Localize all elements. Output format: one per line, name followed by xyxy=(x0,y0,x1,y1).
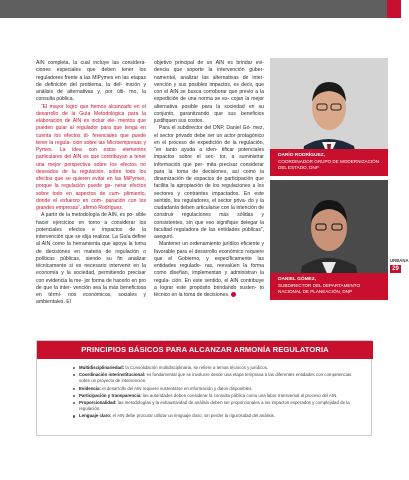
principles-box xyxy=(36,340,372,436)
item-term: Multidisciplinariedad: xyxy=(79,365,125,370)
header-accent xyxy=(387,0,401,18)
caption-name: DANIEL GÓMEZ, xyxy=(278,277,317,282)
caption-role: COORDINADOR GRUPO DE MODERNIZACIÓN DEL ESTADO, DNP xyxy=(278,159,380,170)
header-bar xyxy=(0,0,401,18)
box-title: PRINCIPIOS BÁSICOS PARA ALCANZAR ARMONÍA REGULATORIA xyxy=(37,341,373,359)
caption xyxy=(270,149,388,176)
item-term: Coordinación interinstitucional: xyxy=(79,372,146,378)
section-tab xyxy=(390,258,409,273)
item-text: el desarrollo del AIN requiere sustentarse en información y datos disponibles. xyxy=(100,385,253,391)
list-item xyxy=(73,393,363,399)
caption-name: DARÍO RODRÍGUEZ, xyxy=(278,153,325,158)
quote-paragraph: “El mayor logro que hemos alcanzado en el desarrollo de la Guía Metodológica para la elaboración de AIN es incluir ele- mentos que pueden guiar al regulador para que tenga en cuenta los efectos di- ferenciales que puede tener la regula- ción sobre las Microempresas y Pymes. La idea con estos elementos particulares del AIN es que contribuyan a tener una mejor perspectiva sobre los efectos no deseados de la regulación, sobre todo los efectos que se quieren evitar en las MiPymes, porque la regulación puede ge- nerar efectos sobre todo en aspectos de cum- plimiento, donde el esfuerzo en com- paración con los grandes empresas”, afirmó Rodríguez. xyxy=(36,103,146,211)
caption-role: SUBDIRECTOR DEL DEPARTAMENTO NACIONAL DE PLANEACIÓN, DNP xyxy=(278,283,361,294)
item-term: Participación y transparencia: xyxy=(79,392,142,398)
item-text: las metodologías y la exhaustividad de análisis deben ser proporcionales a los impactos esperados y complejidad de la regulación. xyxy=(79,400,350,412)
page-number: 29 xyxy=(390,265,401,273)
item-text: la Consolidación multidisciplinaria, se refiere a temas técnicos y jurídicos. xyxy=(124,365,269,370)
item-text: es fundamental que se involucre desde una etapa temprana a las diferentes entidades con competencias sobre un proyecto de intervención. xyxy=(79,372,352,384)
photo-column xyxy=(270,58,388,300)
list-item xyxy=(73,413,363,419)
caption xyxy=(270,273,388,300)
item-term: Proporcionalidad: xyxy=(79,400,117,406)
list-item xyxy=(73,400,363,412)
portrait-dario-rodriguez xyxy=(270,58,388,176)
principles-list xyxy=(73,365,363,421)
paragraph: A partir de la metodología de AIN, es po- sible hacer ejercicios en torno a considerar los potenciales efectos e impactos de la intervención que se elija realizar. La Guía define al AIN como la herramienta que apoya la toma de decisiones en materia de regulación o políticas públicas, siendo su fin analizar técnicamente si es necesario intervenir en la economía y la sociedad, permitiendo precisar con evidencia la me- jor forma de hacerlo en pro de que la inter- vención sea la más beneficiosa en térmi- nos económicos, sociales y ambientales. El xyxy=(36,212,146,306)
list-item xyxy=(73,372,363,384)
paragraph-text: Mantener un ordenamiento jurídico eficiente y favorable para el desarrollo económico requiere que el Gobierno, y específicamente las entidades regulado- ras, reevalúen la forma como diseñan, implementan y administran la regula- ción. En este sentido, el AIN contribuye a lograr este propósito brindando susten- to técnico en la toma de decisiones. xyxy=(154,241,264,298)
paragraph: Para el subdirector del DNP, Daniel Gó- mez, el sector privado debe ser un actor protagónico en el proceso de expedición de la regulación, “en tanto ayuda a iden- tificar potenciales impactos sobre el sec- tor, a suministrar información que per- mita precisar considerar para la toma de decisiones, así como la dinamización de espacios de participación que facilita la apropiación de los regulaciones a los sectores y contrantes impactados. En este sentido, los reguladores, el sector priva- do y la ciudadanía deben articularse con la intención de construir regulaciones más sólidas y consistentes, sin que eso signifique delegar la facultad reguladora de las entidades públicas”, aseguró. xyxy=(154,125,264,240)
column-right xyxy=(154,60,264,298)
paragraph: AIN completa, la cual incluye las considera- ciones especiales que deben tener los reguladores frente a las MiPymes en las etapas de definición del problema, la def- inición y análisis de alternativas y, por últi- mo, la consulta pública. xyxy=(36,60,146,103)
item-text: el AIN debe procurar utilizar un lenguaje claro, sin perder la rigurosidad del análisis. xyxy=(111,413,276,419)
column-left xyxy=(36,60,146,306)
paragraph xyxy=(154,241,264,299)
portrait-daniel-gomez xyxy=(270,180,388,300)
paragraph: objetivo principal de un AIN es brindar evi- dencia que soporte la intervención guber- namental, analizar las alternativas de inter- vención y sus posibles impactos, es decir, que con el AIN se busca corroborar que previo a la expedición de una norma se es- cojan la mejor alternativa posible para la sociedad en su conjunto, garantizando que sus beneficios justifiquen sus costos. xyxy=(154,60,264,124)
item-term: Lenguaje claro: xyxy=(79,413,112,419)
end-mark-icon xyxy=(231,292,236,297)
list-item xyxy=(73,386,363,392)
section-label: URBANA xyxy=(390,258,409,263)
item-term: Evidencia: xyxy=(79,385,101,391)
item-text: las autoridades deben considerar la consulta pública como una labor transversal al proceso del AIN. xyxy=(141,392,338,398)
article-body xyxy=(36,60,264,306)
list-item xyxy=(73,365,363,371)
